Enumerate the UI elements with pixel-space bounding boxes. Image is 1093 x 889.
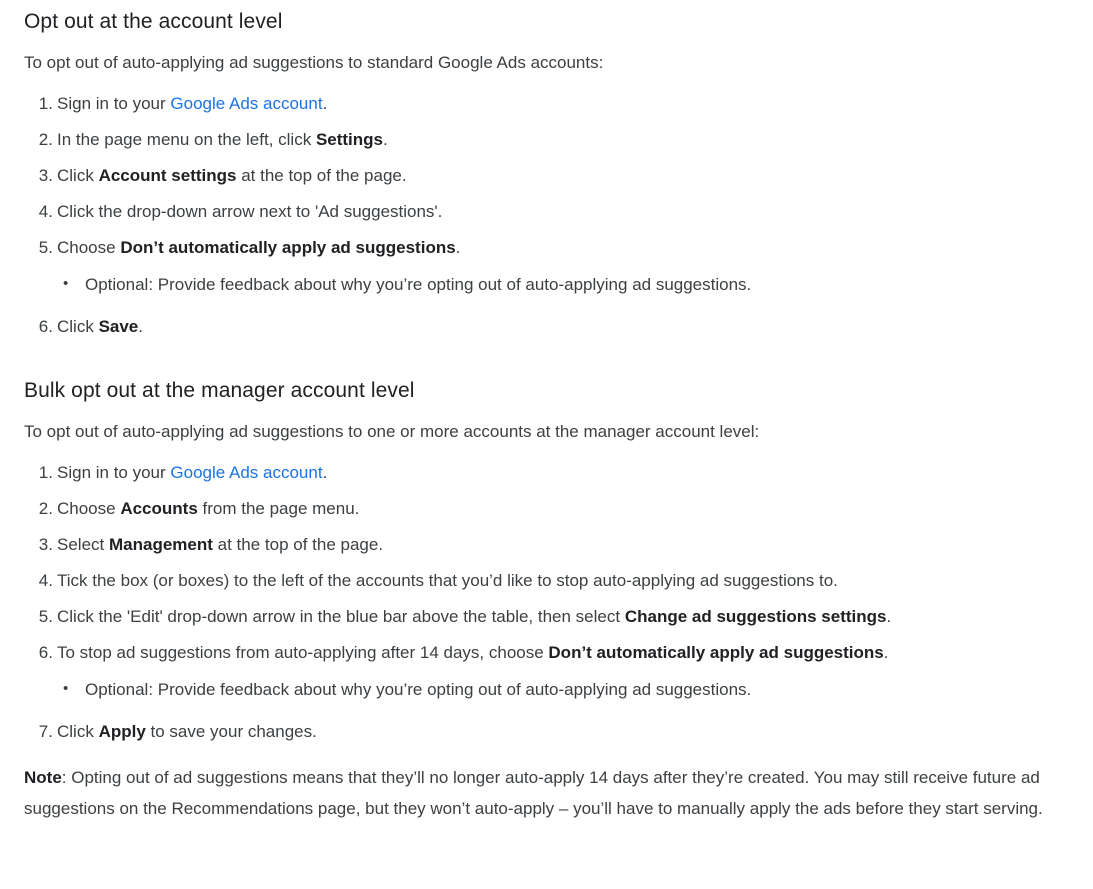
step-text-prefix: Choose [57,238,121,257]
google-ads-account-link[interactable]: Google Ads account [170,463,323,482]
list-item [24,314,1075,339]
step-emphasis: Apply [98,722,146,741]
list-item [24,91,1075,116]
step-emphasis: Change ad suggestions settings [624,607,887,626]
list-item [24,604,1075,629]
step-text-prefix: Click the drop-down arrow next to 'Ad suggestions'. [57,202,443,221]
step-text-suffix: . [886,607,892,626]
substeps-list [57,272,1075,297]
section-intro-manager-level: To opt out of auto-applying ad suggestions to one or more accounts at the manager account level: [24,422,760,441]
step-emphasis: Settings [315,130,383,149]
section-heading-account-level: Opt out at the account level [24,10,283,33]
list-item: • Optional: Provide feedback about why you’re opting out of auto-applying ad suggestions. [57,272,1075,297]
step-emphasis: Account settings [98,166,237,185]
section-heading-manager-level: Bulk opt out at the manager account level [24,379,415,402]
steps-list-account-level [24,91,1075,339]
steps-list-manager-level [24,460,1075,744]
step-text-prefix: Sign in to your [57,463,171,482]
list-item [24,532,1075,557]
step-text-prefix: Click [57,317,99,336]
step-emphasis: Don’t automatically apply ad suggestions [548,643,884,662]
step-text-prefix: Choose [57,499,121,518]
list-item: • Optional: Provide feedback about why you’re opting out of auto-applying ad suggestions. [57,677,1075,702]
step-text-suffix: at the top of the page. [236,166,407,185]
list-item [24,496,1075,521]
step-text-suffix: at the top of the page. [212,535,384,554]
list-item [24,235,1075,297]
list-item [24,163,1075,188]
list-item [24,460,1075,485]
step-text-prefix: Sign in to your [57,94,171,113]
step-text-suffix: . [322,463,328,482]
step-emphasis: Save [98,317,139,336]
list-item [24,719,1075,744]
note-text: : Opting out of ad suggestions means that they’ll no longer auto-apply 14 days after they’re created. You may still receive future ad suggestions on the Recommendations page, but they won’t auto-apply – you’ll have to manually apply the ads before they start serving. [24,768,1043,818]
step-emphasis: Don’t automatically apply ad suggestions [120,238,456,257]
list-item [24,568,1075,593]
step-text-prefix: Click [57,722,99,741]
step-text-prefix: Select [57,535,109,554]
google-ads-account-link[interactable]: Google Ads account [170,94,323,113]
list-item [24,127,1075,152]
step-text-suffix: from the page menu. [197,499,360,518]
substeps-list [57,677,1075,702]
step-text-suffix: . [883,643,889,662]
list-item [24,199,1075,224]
step-text-suffix: to save your changes. [145,722,317,741]
step-text-suffix: . [455,238,461,257]
step-emphasis: Management [108,535,213,554]
step-emphasis: Accounts [120,499,198,518]
note-label: Note [24,768,62,787]
step-text-suffix: . [383,130,388,149]
step-text-prefix: Click [57,166,99,185]
step-text-prefix: Click the 'Edit' drop-down arrow in the blue bar above the table, then select [57,607,625,626]
step-text-prefix: In the page menu on the left, click [57,130,316,149]
list-item [24,640,1075,702]
step-text-suffix: . [138,317,143,336]
note-paragraph [24,762,1075,824]
step-text-prefix: To stop ad suggestions from auto-applying after 14 days, choose [57,643,549,662]
step-text-prefix: Tick the box (or boxes) to the left of the accounts that you’d like to stop auto-applying ad suggestions to. [57,571,838,590]
section-intro-account-level: To opt out of auto-applying ad suggestions to standard Google Ads accounts: [24,53,604,72]
step-text-suffix: . [322,94,328,113]
